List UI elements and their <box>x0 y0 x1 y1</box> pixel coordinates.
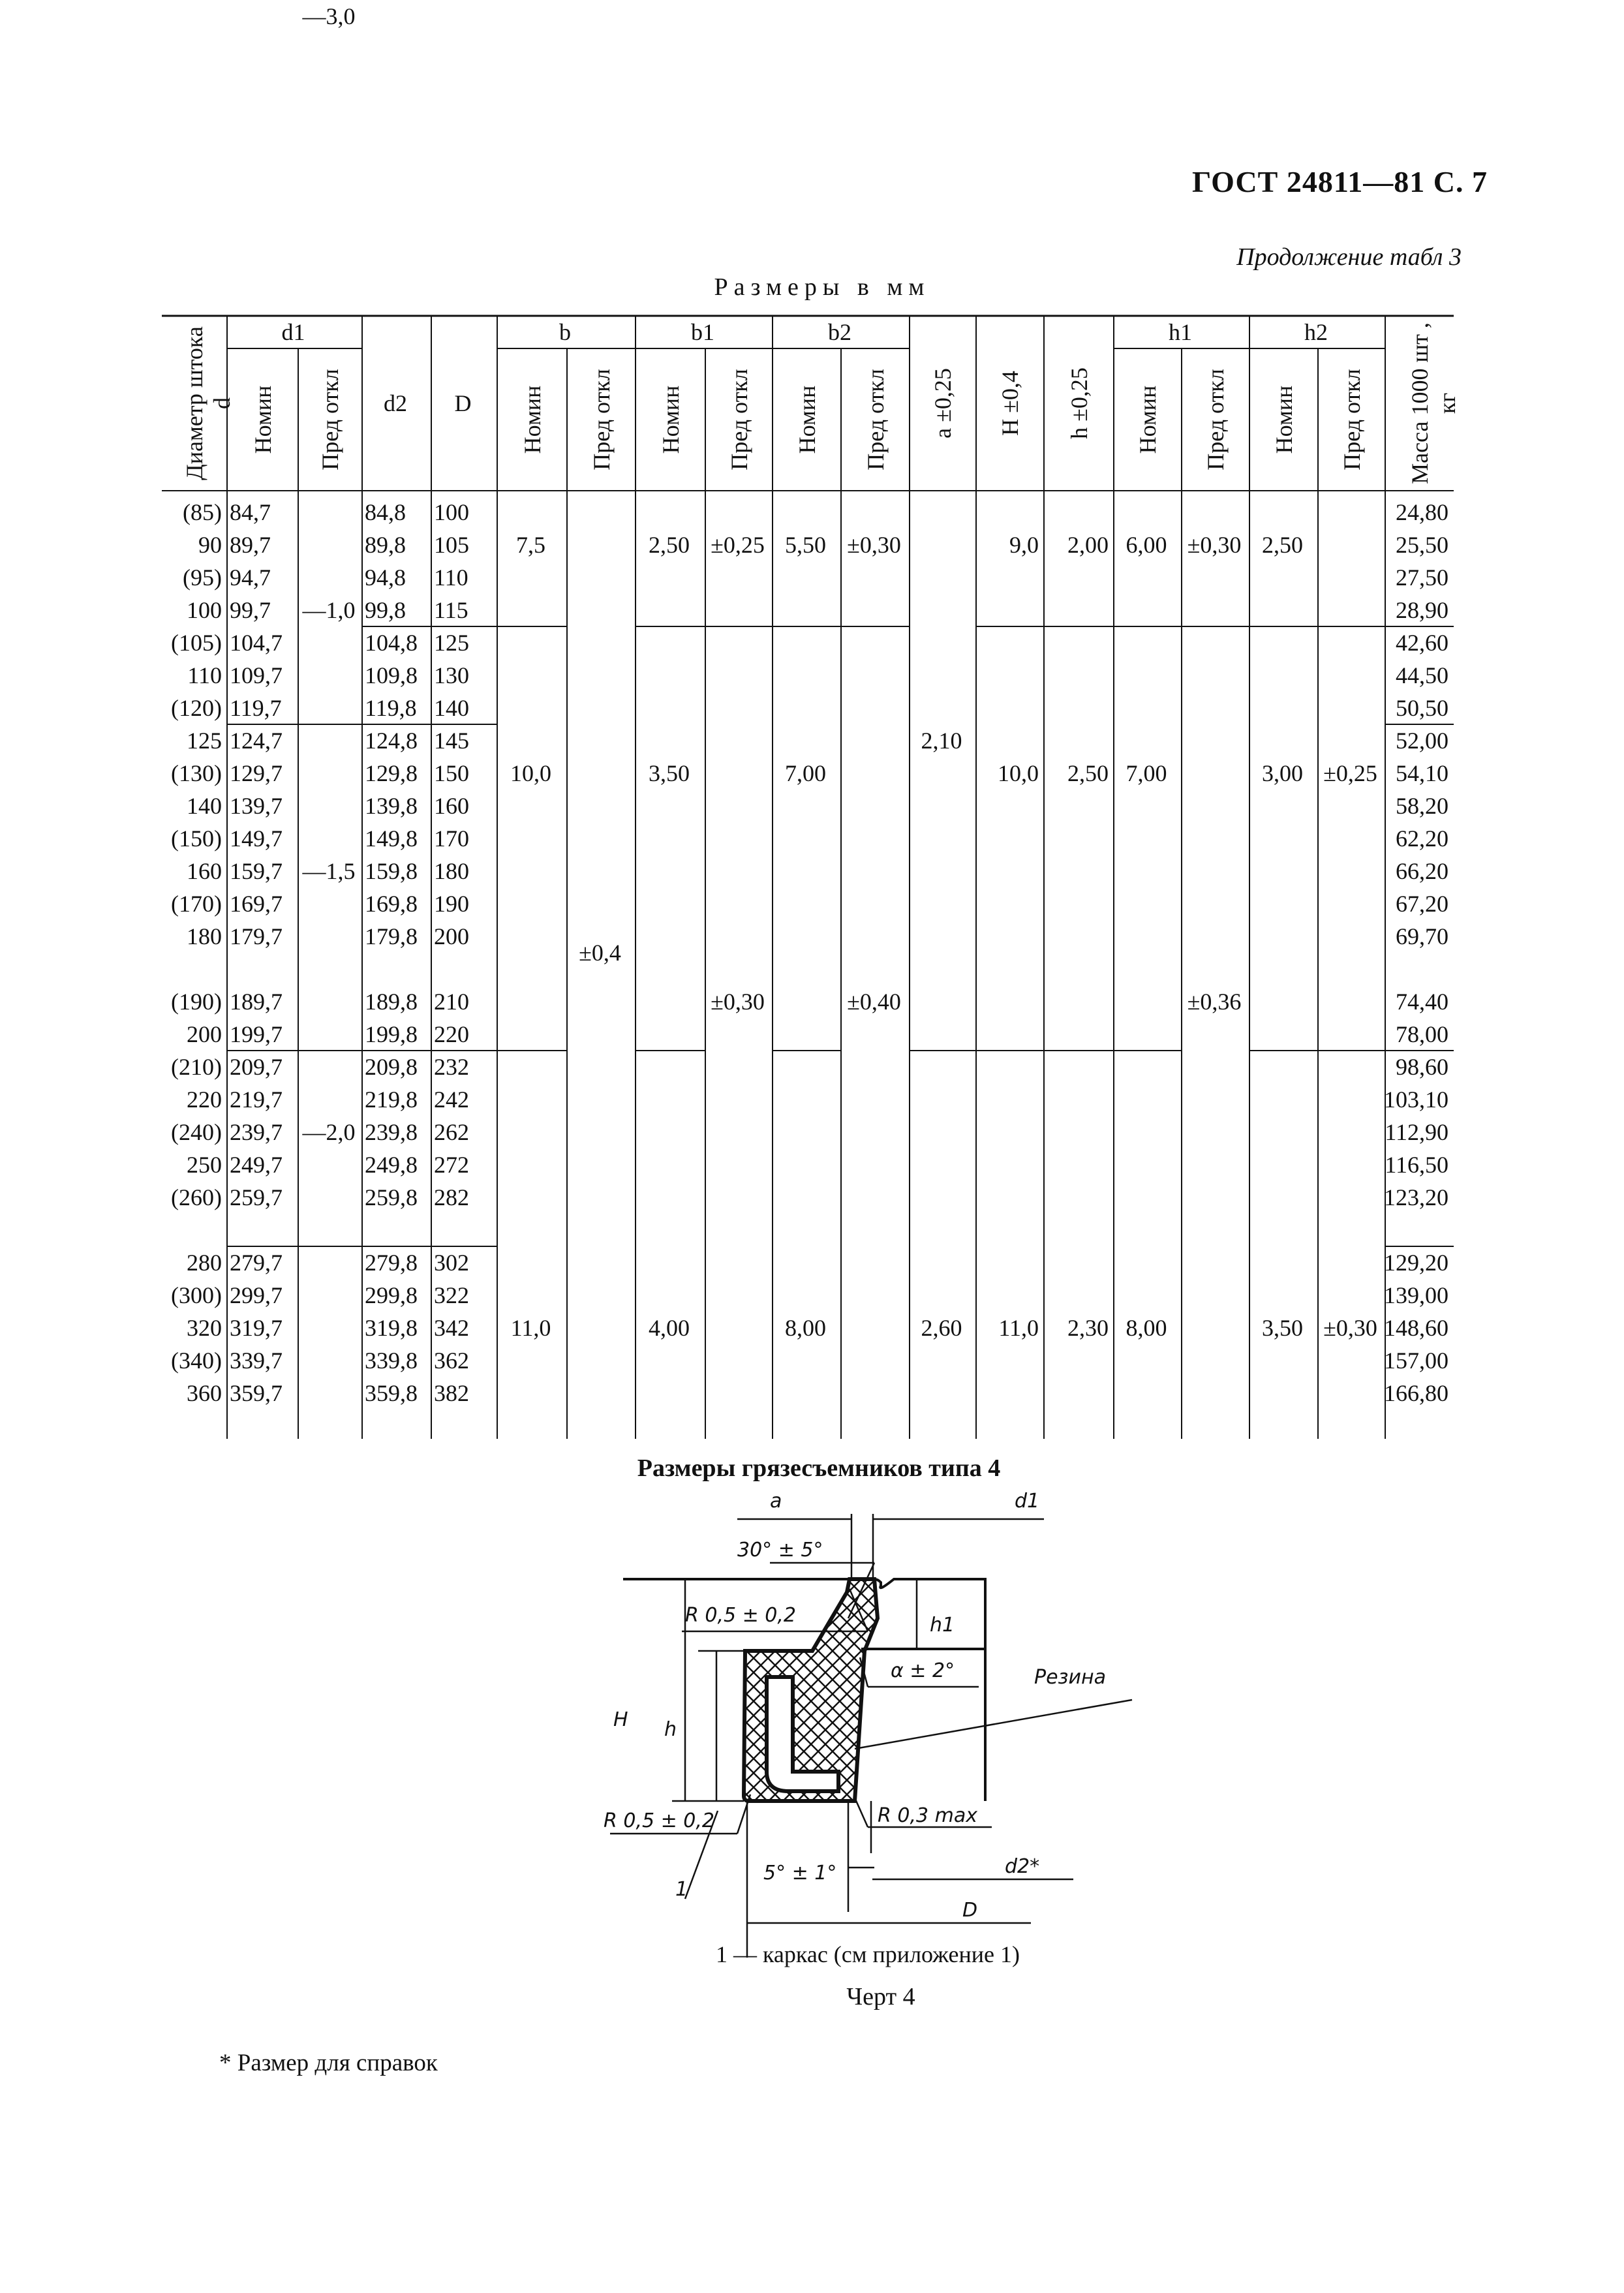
cell-d1: 199,7 <box>230 1021 283 1047</box>
cell-d2: 209,8 <box>365 1054 418 1080</box>
cell-mass: 69,70 <box>1396 923 1448 949</box>
cell-D: 242 <box>434 1086 469 1113</box>
header-nominal: Номин <box>519 385 545 454</box>
cell-h1-nominal: 6,00 <box>1126 532 1167 558</box>
cell-rod-diameter: 110 <box>187 662 222 688</box>
cell-d1: 104,7 <box>230 630 283 656</box>
cell-D: 130 <box>434 662 469 688</box>
table-continuation: Продолжение табл 3 <box>1236 243 1462 271</box>
cell-D: 110 <box>434 564 468 591</box>
cell-b-nominal: 11,0 <box>510 1315 551 1341</box>
cell-d1: 249,7 <box>230 1152 283 1178</box>
cell-rod-diameter: 320 <box>187 1315 222 1341</box>
cell-rod-diameter: (340) <box>171 1347 222 1374</box>
header-tolerance: Пред откл <box>1338 369 1365 470</box>
header-D: D <box>454 390 472 416</box>
cell-d2: 104,8 <box>365 630 418 656</box>
cell-rod-diameter: 140 <box>187 793 222 819</box>
header-b: b <box>559 319 571 345</box>
cell-mass: 98,60 <box>1396 1054 1448 1080</box>
label-H: H <box>613 1708 628 1731</box>
cell-mass: 62,20 <box>1396 825 1448 852</box>
cell-d1-tolerance: —3,0 <box>302 3 356 29</box>
cell-D: 150 <box>434 760 469 786</box>
cell-D: 190 <box>434 891 469 917</box>
header-h1: h1 <box>1169 319 1192 345</box>
cell-mass: 103,10 <box>1384 1086 1448 1113</box>
header-nominal: Номин <box>1270 385 1297 454</box>
cell-d2: 139,8 <box>365 793 418 819</box>
cell-d2: 249,8 <box>365 1152 418 1178</box>
cell-D: 232 <box>434 1054 469 1080</box>
label-h: h <box>664 1718 677 1741</box>
header-nominal: Номин <box>657 385 684 454</box>
cell-mass: 27,50 <box>1396 564 1448 591</box>
cell-D: 180 <box>434 858 469 884</box>
cell-D: 160 <box>434 793 469 819</box>
cell-d1: 124,7 <box>230 728 283 754</box>
cell-D: 125 <box>434 630 469 656</box>
cell-d1: 339,7 <box>230 1347 283 1374</box>
cell-b1-tolerance: ±0,25 <box>711 532 765 558</box>
cell-mass: 112,90 <box>1385 1119 1448 1145</box>
cell-d1: 209,7 <box>230 1054 283 1080</box>
cell-rod-diameter: (170) <box>171 891 222 917</box>
cell-mass: 42,60 <box>1396 630 1448 656</box>
cell-d1-tolerance: —1,5 <box>302 858 356 884</box>
cell-b1-nominal: 3,50 <box>649 760 690 786</box>
header-nominal: Номин <box>1135 385 1161 454</box>
label-rubber: Резина <box>1034 1666 1106 1689</box>
cell-d1: 119,7 <box>230 695 282 721</box>
cell-H: 9,0 <box>1009 532 1039 558</box>
label-radius-top: R 0,5 ± 0,2 <box>685 1604 797 1627</box>
label-a: a <box>770 1490 782 1513</box>
cell-D: 145 <box>434 728 469 754</box>
cell-rod-diameter: (190) <box>171 989 222 1015</box>
header-h2: h2 <box>1304 319 1328 345</box>
cell-d1: 179,7 <box>230 923 283 949</box>
cell-d1: 279,7 <box>230 1250 283 1276</box>
label-item-1: 1 <box>675 1878 688 1901</box>
cell-d1: 239,7 <box>230 1119 283 1145</box>
cell-h1-tolerance: ±0,36 <box>1187 989 1242 1015</box>
cell-d1: 89,7 <box>230 532 271 558</box>
header-d2: d2 <box>384 390 407 416</box>
cell-h: 2,30 <box>1067 1315 1109 1341</box>
cell-d1-tolerance: —2,0 <box>302 1119 356 1145</box>
cell-rod-diameter: (105) <box>171 630 222 656</box>
cell-mass: 58,20 <box>1396 793 1448 819</box>
cell-mass: 157,00 <box>1384 1347 1448 1374</box>
cell-rod-diameter: 280 <box>187 1250 222 1276</box>
cell-d1: 359,7 <box>230 1380 283 1406</box>
cell-h1-nominal: 7,00 <box>1126 760 1167 786</box>
cell-d2: 159,8 <box>365 858 418 884</box>
cell-d1: 99,7 <box>230 597 271 623</box>
cell-d1: 299,7 <box>230 1282 283 1308</box>
cell-h2-nominal: 2,50 <box>1262 532 1303 558</box>
cell-d2: 99,8 <box>365 597 406 623</box>
cell-d2: 149,8 <box>365 825 418 852</box>
cell-h1-tolerance: ±0,30 <box>1187 532 1242 558</box>
cell-d2: 259,8 <box>365 1184 418 1210</box>
cell-mass: 52,00 <box>1396 728 1448 754</box>
cell-d2: 89,8 <box>365 532 406 558</box>
cell-h: 2,00 <box>1067 532 1109 558</box>
cell-rod-diameter: (130) <box>171 760 222 786</box>
header-mass: Масса 1000 шт , кг <box>1406 322 1460 484</box>
cell-d2: 189,8 <box>365 989 418 1015</box>
cell-mass: 123,20 <box>1384 1184 1448 1210</box>
cell-D: 140 <box>434 695 469 721</box>
cell-d1: 259,7 <box>230 1184 283 1210</box>
cell-rod-diameter: (210) <box>171 1054 222 1080</box>
header-nominal: Номин <box>793 385 820 454</box>
cell-rod-diameter: 125 <box>187 728 222 754</box>
cell-D: 342 <box>434 1315 469 1341</box>
cell-h: 2,50 <box>1067 760 1109 786</box>
header-b1: b1 <box>691 319 714 345</box>
cell-d1: 84,7 <box>230 499 271 525</box>
cell-mass: 44,50 <box>1396 662 1448 688</box>
cell-D: 282 <box>434 1184 469 1210</box>
cell-rod-diameter: 180 <box>187 923 222 949</box>
cell-b-nominal: 7,5 <box>516 532 545 558</box>
cell-mass: 74,40 <box>1396 989 1448 1015</box>
cell-h2-tolerance: ±0,30 <box>1323 1315 1377 1341</box>
label-angle-bottom: 5° ± 1° <box>763 1862 837 1885</box>
cell-d2: 339,8 <box>365 1347 418 1374</box>
cell-b1-nominal: 2,50 <box>649 532 690 558</box>
cell-d2: 124,8 <box>365 728 418 754</box>
cell-d2: 169,8 <box>365 891 418 917</box>
cell-mass: 28,90 <box>1396 597 1448 623</box>
cell-rod-diameter: 90 <box>198 532 222 558</box>
cell-d2: 219,8 <box>365 1086 418 1113</box>
cell-d2: 299,8 <box>365 1282 418 1308</box>
cell-D: 115 <box>434 597 468 623</box>
header-h: h ±0,25 <box>1065 367 1092 439</box>
cell-b2-nominal: 7,00 <box>785 760 826 786</box>
cell-rod-diameter: (240) <box>171 1119 222 1145</box>
cell-b2-tolerance: ±0,40 <box>847 989 901 1015</box>
cell-rod-diameter: (300) <box>171 1282 222 1308</box>
cell-d1-tolerance: —1,0 <box>302 597 356 623</box>
cell-d1: 149,7 <box>230 825 283 852</box>
cell-D: 302 <box>434 1250 469 1276</box>
cell-b2-nominal: 5,50 <box>785 532 826 558</box>
cell-rod-diameter: 360 <box>187 1380 222 1406</box>
cell-d2: 119,8 <box>365 695 417 721</box>
cell-d1: 159,7 <box>230 858 283 884</box>
cell-mass: 50,50 <box>1396 695 1448 721</box>
cell-H: 10,0 <box>998 760 1039 786</box>
cell-D: 262 <box>434 1119 469 1145</box>
cell-mass: 25,50 <box>1396 532 1448 558</box>
cell-d1: 189,7 <box>230 989 283 1015</box>
header-a: a ±0,25 <box>930 368 956 439</box>
cell-d2: 84,8 <box>365 499 406 525</box>
header-tolerance: Пред откл <box>1203 369 1229 470</box>
cell-d1: 139,7 <box>230 793 283 819</box>
cell-rod-diameter: 100 <box>187 597 222 623</box>
header-tolerance: Пред откл <box>726 369 752 470</box>
cell-D: 170 <box>434 825 469 852</box>
cell-d2: 129,8 <box>365 760 418 786</box>
cell-h2-tolerance: ±0,25 <box>1323 760 1377 786</box>
cell-b-nominal: 10,0 <box>510 760 551 786</box>
cell-b1-tolerance: ±0,30 <box>711 989 765 1015</box>
figure-title: Размеры грязесъемников типа 4 <box>637 1454 1001 1482</box>
cell-mass: 148,60 <box>1384 1315 1448 1341</box>
header-H: H ±0,4 <box>997 371 1023 436</box>
cell-D: 220 <box>434 1021 469 1047</box>
header-tolerance: Пред откл <box>317 369 343 470</box>
cell-a: 2,10 <box>921 728 962 754</box>
footnote: * Размер для справок <box>219 2050 438 2076</box>
label-h1: h1 <box>930 1614 955 1637</box>
header-tolerance: Пред откл <box>862 369 889 470</box>
cell-mass: 129,20 <box>1384 1250 1448 1276</box>
cell-d2: 359,8 <box>365 1380 418 1406</box>
cell-mass: 24,80 <box>1396 499 1448 525</box>
label-D: D <box>962 1899 978 1922</box>
cell-d2: 279,8 <box>365 1250 418 1276</box>
header-rod-diameter: Диаметр штока d <box>181 326 235 480</box>
cell-rod-diameter: (95) <box>183 564 222 591</box>
cell-mass: 139,00 <box>1384 1282 1448 1308</box>
cell-H: 11,0 <box>998 1315 1039 1341</box>
cell-rod-diameter: 200 <box>187 1021 222 1047</box>
cell-D: 362 <box>434 1347 469 1374</box>
cell-h2-nominal: 3,00 <box>1262 760 1303 786</box>
label-radius-bottom: R 0,5 ± 0,2 <box>604 1809 715 1832</box>
cell-mass: 54,10 <box>1396 760 1448 786</box>
cell-D: 322 <box>434 1282 469 1308</box>
figure-number: Черт 4 <box>846 1983 915 2010</box>
cell-mass: 67,20 <box>1396 891 1448 917</box>
cell-rod-diameter: (120) <box>171 695 222 721</box>
cell-D: 100 <box>434 499 469 525</box>
cell-mass: 166,80 <box>1384 1380 1448 1406</box>
cell-rod-diameter: 220 <box>187 1086 222 1113</box>
label-radius-max: R 0,3 max <box>878 1804 977 1827</box>
cell-rod-diameter: 160 <box>187 858 222 884</box>
header-nominal: Номин <box>249 385 276 454</box>
cell-a: 2,60 <box>921 1315 962 1341</box>
figure-caption: 1 — каркас (см приложение 1) <box>715 1941 1020 1967</box>
cell-d1: 109,7 <box>230 662 283 688</box>
cell-D: 272 <box>434 1152 469 1178</box>
cell-mass: 66,20 <box>1396 858 1448 884</box>
cell-rod-diameter: (85) <box>183 499 222 525</box>
cell-d2: 319,8 <box>365 1315 418 1341</box>
cell-mass: 116,50 <box>1385 1152 1448 1178</box>
header-d1-group: d1 <box>281 319 305 345</box>
cell-d2: 94,8 <box>365 564 406 591</box>
cell-d2: 199,8 <box>365 1021 418 1047</box>
cell-b1-nominal: 4,00 <box>649 1315 690 1341</box>
cell-b-tolerance: ±0,4 <box>579 940 621 966</box>
cell-D: 200 <box>434 923 469 949</box>
cell-d2: 239,8 <box>365 1119 418 1145</box>
cell-d1: 94,7 <box>230 564 271 591</box>
cell-D: 382 <box>434 1380 469 1406</box>
cell-d1: 129,7 <box>230 760 283 786</box>
cell-b2-nominal: 8,00 <box>785 1315 826 1341</box>
page-header: ГОСТ 24811—81 С. 7 <box>1191 165 1488 198</box>
cell-rod-diameter: 250 <box>187 1152 222 1178</box>
header-tolerance: Пред откл <box>588 369 615 470</box>
cell-rod-diameter: (150) <box>171 825 222 852</box>
cell-b2-tolerance: ±0,30 <box>847 532 901 558</box>
cell-d1: 319,7 <box>230 1315 283 1341</box>
cell-mass: 78,00 <box>1396 1021 1448 1047</box>
cell-d1: 169,7 <box>230 891 283 917</box>
header-b2: b2 <box>828 319 851 345</box>
cell-h1-nominal: 8,00 <box>1126 1315 1167 1341</box>
label-d1: d1 <box>1015 1490 1040 1513</box>
label-angle-top: 30° ± 5° <box>737 1539 823 1562</box>
cell-D: 105 <box>434 532 469 558</box>
cell-d1: 219,7 <box>230 1086 283 1113</box>
cell-rod-diameter: (260) <box>171 1184 222 1210</box>
cell-d2: 109,8 <box>365 662 418 688</box>
label-alpha: α ± 2° <box>891 1659 955 1682</box>
cell-d2: 179,8 <box>365 923 418 949</box>
cell-D: 210 <box>434 989 469 1015</box>
label-d2: d2* <box>1005 1855 1040 1878</box>
units-note: Размеры в мм <box>714 273 930 301</box>
cell-h2-nominal: 3,50 <box>1262 1315 1303 1341</box>
